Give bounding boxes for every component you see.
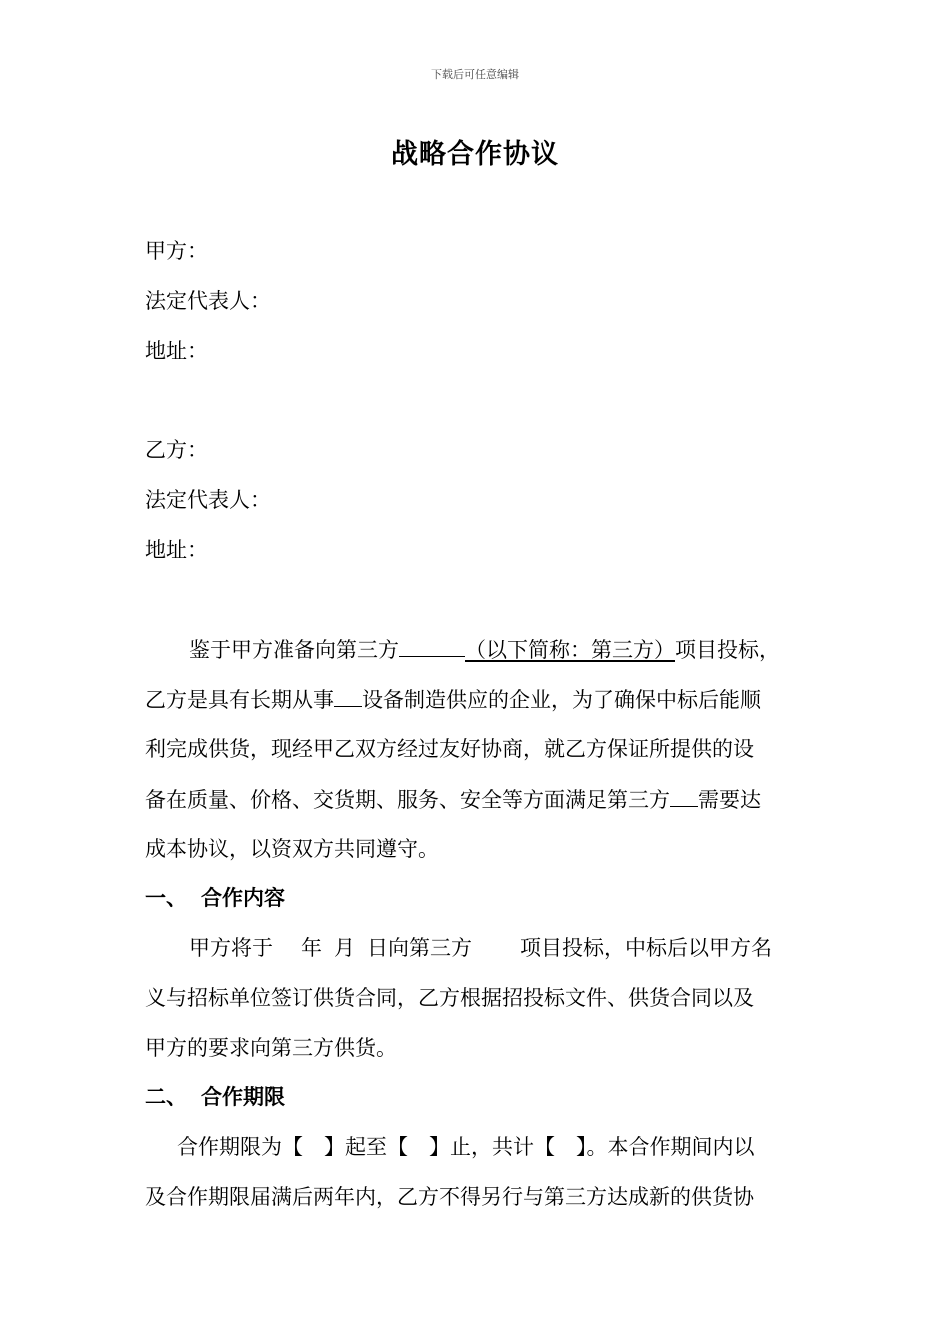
section-2-heading <box>145 1082 810 1112</box>
section-2-number: 二、 <box>145 1085 187 1109</box>
section-2-text: 合作期限为【 】起至【 】止，共计【 】。本合作期间内以 <box>177 1135 755 1159</box>
blank-underline <box>670 784 698 807</box>
party-b-label: 乙方： <box>145 438 208 462</box>
preamble-line-1 <box>145 634 810 664</box>
section-2-line-1 <box>145 1132 810 1162</box>
section-1-line-3: 甲方的要求向第三方供货。 <box>145 1036 397 1060</box>
section-1-text: 日向第三方 <box>367 936 472 960</box>
section-1-year: 年 <box>301 936 322 960</box>
section-1-text: 甲方将于 <box>189 936 273 960</box>
preamble-text: 备在质量、价格、交货期、服务、安全等方面满足第三方 <box>145 788 670 812</box>
section-1-text: 项目投标，中标后以甲方名 <box>520 936 772 960</box>
preamble-text: 项目投标， <box>675 638 780 662</box>
blank-underline <box>334 684 362 707</box>
section-1-number: 一、 <box>145 886 187 910</box>
party-a-label: 甲方： <box>145 239 208 263</box>
section-1-line-1 <box>145 933 810 963</box>
party-a-address: 地址： <box>145 339 208 363</box>
section-2-title: 合作期限 <box>201 1085 285 1109</box>
preamble-line-2 <box>145 684 810 714</box>
preamble-line-5: 成本协议，以资双方共同遵守。 <box>145 837 439 861</box>
section-2-line-2: 及合作期限届满后两年内，乙方不得另行与第三方达成新的供货协 <box>145 1185 754 1209</box>
preamble-text: 设备制造供应的企业，为了确保中标后能顺 <box>362 688 761 712</box>
preamble-text: 需要达 <box>698 788 761 812</box>
section-1-month: 月 <box>334 936 355 960</box>
party-b-representative: 法定代表人： <box>145 488 271 512</box>
preamble-text: 鉴于甲方准备向第三方 <box>189 638 399 662</box>
party-b-address: 地址： <box>145 538 208 562</box>
header-note: 下载后可任意编辑 <box>431 68 519 81</box>
party-a-representative: 法定代表人： <box>145 289 271 313</box>
preamble-text: 乙方是具有长期从事 <box>145 688 334 712</box>
section-1-line-2: 义与招标单位签订供货合同，乙方根据招投标文件、供货合同以及 <box>145 986 754 1010</box>
preamble-line-4 <box>145 784 810 814</box>
document-title: 战略合作协议 <box>391 139 559 170</box>
preamble-underlined-text: （以下简称：第三方） <box>465 638 675 662</box>
section-1-heading <box>145 883 810 913</box>
blank-underline <box>399 634 465 657</box>
section-1-title: 合作内容 <box>201 886 285 910</box>
preamble-line-3: 利完成供货，现经甲乙双方经过友好协商，就乙方保证所提供的设 <box>145 737 754 761</box>
